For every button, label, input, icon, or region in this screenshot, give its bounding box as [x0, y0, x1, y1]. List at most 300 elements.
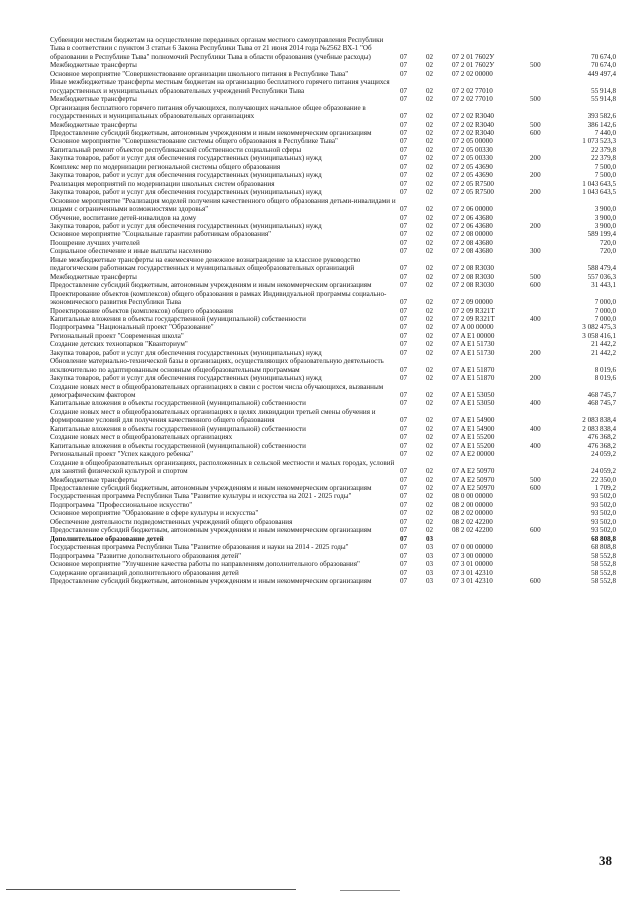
table-row	[50, 383, 625, 400]
row-subsection: 02	[426, 213, 434, 222]
row-name: Основное мероприятие "Социальные гарантии работникам образования"	[50, 230, 272, 239]
row-name: Капитальные вложения в объекты государственной (муниципальной) собственности	[50, 314, 306, 323]
row-amount: 93 502,0	[591, 492, 616, 501]
row-amount: 720,0	[600, 247, 616, 256]
row-target-article: 07 2 09 R321T	[452, 306, 495, 315]
row-subsection: 02	[426, 441, 434, 450]
row-name: Закупка товаров, работ и услуг для обеспечения государственных (муниципальных) нужд	[50, 171, 322, 180]
table-row	[50, 560, 625, 568]
row-target-article: 07 2 05 43690	[452, 171, 493, 180]
row-expense-type: 200	[530, 221, 541, 230]
row-target-article: 07 A E1 55200	[452, 441, 495, 450]
row-name: Социальное обеспечение и иные выплаты населению	[50, 247, 212, 256]
row-amount: 3 900,0	[594, 213, 616, 222]
table-row	[50, 332, 625, 340]
row-section: 07	[400, 543, 408, 552]
row-name: Создание новых мест в общеобразовательных организациях	[50, 433, 233, 442]
row-expense-type: 500	[530, 272, 541, 281]
row-subsection: 02	[426, 230, 434, 239]
row-subsection: 02	[426, 238, 434, 247]
row-section: 07	[400, 230, 408, 239]
table-row	[50, 433, 625, 441]
row-expense-type: 400	[530, 314, 541, 323]
row-subsection: 02	[426, 331, 434, 340]
row-target-article: 07 2 02 R3040	[452, 128, 494, 137]
row-amount: 3 082 475,3	[582, 323, 616, 332]
row-section: 07	[400, 551, 408, 560]
row-section: 07	[400, 424, 408, 433]
row-amount: 58 552,8	[591, 568, 616, 577]
row-section: 07	[400, 306, 408, 315]
row-subsection: 03	[426, 568, 434, 577]
row-amount: 70 674,0	[591, 52, 616, 61]
table-row	[50, 357, 625, 374]
row-amount: 22 379,8	[591, 145, 616, 154]
row-name: Государственная программа Республики Тыва "Развитие культуры и искусства на 2021 - 2025 годы"	[50, 492, 352, 501]
row-amount: 720,0	[600, 238, 616, 247]
row-target-article: 07 A E1 51730	[452, 348, 495, 357]
row-name: Организация бесплатного горячего питания обучающихся, получающих начальное общее образование в государственных и муниципальных образовательных организациях	[50, 103, 366, 121]
row-amount: 55 914,8	[591, 95, 616, 104]
row-name: Проектирование объектов (комплексов) общего образования	[50, 306, 234, 315]
row-section: 07	[400, 281, 408, 290]
row-section: 07	[400, 238, 408, 247]
row-target-article: 07 A E2 50970	[452, 484, 495, 493]
row-target-article: 07 2 06 43680	[452, 213, 493, 222]
row-subsection: 02	[426, 52, 434, 61]
row-amount: 7 440,0	[594, 128, 616, 137]
row-name: Поощрение лучших учителей	[50, 238, 140, 247]
row-name: Подпрограмма "Национальный проект "Образование"	[50, 323, 214, 332]
row-target-article: 07 2 02 R3040	[452, 120, 494, 129]
row-target-article: 07 2 02 00000	[452, 69, 493, 78]
row-expense-type: 300	[530, 247, 541, 256]
row-section: 07	[400, 272, 408, 281]
row-amount: 7 000,0	[594, 314, 616, 323]
table-row	[50, 442, 625, 450]
row-name: Основное мероприятие "Реализация моделей получения качественного общего образования детьми-инвалидами и лицами с ограниченными возможностями здоровья"	[50, 196, 396, 214]
row-name: Иные межбюджетные трансферты на ежемесячное денежное вознаграждение за классное руководство педагогическим работникам государственных и муниципальных общеобразовательных организаций	[50, 255, 361, 273]
row-section: 07	[400, 205, 408, 214]
row-section: 07	[400, 154, 408, 163]
row-amount: 93 502,0	[591, 526, 616, 535]
row-target-article: 07 A E1 51870	[452, 374, 495, 383]
row-subsection: 02	[426, 298, 434, 307]
row-subsection: 02	[426, 433, 434, 442]
row-target-article: 08 2 00 00000	[452, 500, 493, 509]
table-row	[50, 163, 625, 171]
row-name: Предоставление субсидий бюджетным, автономным учреждениям и иным некоммерческим организациям	[50, 526, 372, 535]
row-subsection: 02	[426, 424, 434, 433]
row-expense-type: 200	[530, 171, 541, 180]
row-name: Капитальные вложения в объекты государственной (муниципальной) собственности	[50, 424, 306, 433]
row-name: Реализация мероприятий по модернизации школьных систем образования	[50, 179, 275, 188]
page-number: 38	[599, 853, 612, 868]
row-name: Предоставление субсидий бюджетным, автономным учреждениям и иным некоммерческим организациям	[50, 128, 372, 137]
table-row	[50, 154, 625, 162]
row-amount: 393 582,6	[587, 112, 616, 121]
table-row	[50, 137, 625, 145]
row-section: 07	[400, 560, 408, 569]
row-expense-type: 400	[530, 424, 541, 433]
row-subsection: 02	[426, 112, 434, 121]
row-amount: 588 479,4	[587, 264, 616, 273]
row-target-article: 07 A E1 00000	[452, 331, 495, 340]
row-section: 07	[400, 492, 408, 501]
row-expense-type: 200	[530, 348, 541, 357]
row-subsection: 02	[426, 61, 434, 70]
row-expense-type: 200	[530, 374, 541, 383]
table-row	[50, 239, 625, 247]
row-amount: 3 900,0	[594, 205, 616, 214]
table-row	[50, 399, 625, 407]
row-target-article: 07 A E1 51870	[452, 365, 495, 374]
row-section: 07	[400, 314, 408, 323]
row-subsection: 02	[426, 205, 434, 214]
row-subsection: 02	[426, 484, 434, 493]
table-row	[50, 307, 625, 315]
row-name: Капитальные вложения в объекты государственной (муниципальной) собственности	[50, 441, 306, 450]
row-subsection: 02	[426, 95, 434, 104]
row-expense-type: 600	[530, 526, 541, 535]
row-name: Закупка товаров, работ и услуг для обеспечения государственных (муниципальных) нужд	[50, 348, 322, 357]
row-name: Содержание организаций дополнительного образования детей	[50, 568, 239, 577]
row-name: Капитальный ремонт объектов республиканской собственности социальной сферы	[50, 145, 302, 154]
row-section: 07	[400, 247, 408, 256]
row-subsection: 03	[426, 534, 434, 543]
row-target-article: 07 2 01 7602У	[452, 61, 495, 70]
row-name: Межбюджетные трансферты	[50, 475, 137, 484]
row-amount: 476 368,2	[587, 433, 616, 442]
row-name: Проектирование объектов (комплексов) общего образования в рамках Индивидуальной программы социально-экономического развития Республики Тыва	[50, 289, 387, 307]
row-target-article: 07 2 05 R7500	[452, 188, 494, 197]
row-subsection: 02	[426, 348, 434, 357]
row-section: 07	[400, 577, 408, 585]
table-row	[50, 95, 625, 103]
row-target-article: 07 2 01 7602У	[452, 52, 495, 61]
row-subsection: 02	[426, 179, 434, 188]
row-expense-type: 400	[530, 399, 541, 408]
row-subsection: 02	[426, 526, 434, 535]
row-section: 07	[400, 433, 408, 442]
row-target-article: 07 3 01 00000	[452, 560, 493, 569]
row-target-article: 07 2 02 77010	[452, 86, 493, 95]
row-subsection: 02	[426, 340, 434, 349]
row-name: Межбюджетные трансферты	[50, 95, 137, 104]
row-target-article: 07 2 05 00000	[452, 137, 493, 146]
row-section: 07	[400, 264, 408, 273]
table-row	[50, 129, 625, 137]
row-target-article: 08 0 00 00000	[452, 492, 493, 501]
row-expense-type: 600	[530, 484, 541, 493]
row-expense-type: 600	[530, 281, 541, 290]
table-row	[50, 121, 625, 129]
row-target-article: 07 2 05 43690	[452, 162, 493, 171]
row-target-article: 08 2 02 42200	[452, 517, 493, 526]
row-amount: 3 058 416,1	[582, 331, 616, 340]
row-target-article: 07 2 08 43680	[452, 247, 493, 256]
row-section: 07	[400, 365, 408, 374]
row-target-article: 08 2 02 00000	[452, 509, 493, 518]
row-amount: 1 043 643,5	[582, 188, 616, 197]
row-section: 07	[400, 221, 408, 230]
row-target-article: 07 0 00 00000	[452, 543, 493, 552]
row-target-article: 07 2 06 43680	[452, 221, 493, 230]
row-expense-type: 600	[530, 128, 541, 137]
row-subsection: 02	[426, 365, 434, 374]
row-name: Закупка товаров, работ и услуг для обеспечения государственных (муниципальных) нужд	[50, 374, 322, 383]
budget-table	[50, 36, 625, 585]
row-subsection: 02	[426, 86, 434, 95]
row-name: Создание новых мест в общеобразовательных организациях в связи с ростом числа обучающихся, вызванным демографическим фактором	[50, 382, 384, 400]
row-target-article: 07 2 06 00000	[452, 205, 493, 214]
row-section: 07	[400, 348, 408, 357]
row-subsection: 02	[426, 128, 434, 137]
row-subsection: 02	[426, 399, 434, 408]
row-section: 07	[400, 509, 408, 518]
row-name: Основное мероприятие "Образование в сфере культуры и искусства"	[50, 509, 259, 518]
table-row	[50, 501, 625, 509]
row-name: Основное мероприятие "Улучшение качества работы по направлениям дополнительного образования"	[50, 560, 360, 569]
row-amount: 7 500,0	[594, 162, 616, 171]
row-subsection: 02	[426, 69, 434, 78]
table-row	[50, 171, 625, 179]
row-target-article: 07 2 08 R3030	[452, 264, 494, 273]
row-name: Создание в общеобразовательных организациях, расположенных в сельской местности и малых городах, условий для занятий физической культурой и спортом	[50, 458, 395, 476]
row-amount: 468 745,7	[587, 391, 616, 400]
row-target-article: 07 3 01 42310	[452, 577, 493, 585]
row-target-article: 07 2 05 R7500	[452, 179, 494, 188]
row-target-article: 07 A E1 54900	[452, 416, 495, 425]
row-subsection: 02	[426, 517, 434, 526]
row-amount: 1 709,2	[594, 484, 616, 493]
row-subsection: 02	[426, 391, 434, 400]
row-target-article: 07 3 01 42310	[452, 568, 493, 577]
row-subsection: 02	[426, 145, 434, 154]
table-row	[50, 543, 625, 551]
row-section: 07	[400, 475, 408, 484]
row-section: 07	[400, 526, 408, 535]
row-subsection: 02	[426, 281, 434, 290]
row-subsection: 02	[426, 272, 434, 281]
row-section: 07	[400, 568, 408, 577]
row-target-article: 07 2 05 00330	[452, 154, 493, 163]
row-expense-type: 500	[530, 95, 541, 104]
row-name: Создание новых мест в общеобразовательных организациях в целях ликвидации третьей смены обучения и формирование условий для получения качественного общего образования	[50, 407, 376, 425]
table-row	[50, 425, 625, 433]
row-target-article: 07 2 02 R3040	[452, 112, 494, 121]
row-name: Основное мероприятие "Совершенствование системы общего образования в Республике Тыва"	[50, 137, 338, 146]
row-section: 07	[400, 323, 408, 332]
row-target-article: 07 2 05 00330	[452, 145, 493, 154]
row-expense-type: 500	[530, 475, 541, 484]
row-section: 07	[400, 399, 408, 408]
table-row	[50, 476, 625, 484]
row-amount: 386 142,6	[587, 120, 616, 129]
table-row	[50, 323, 625, 331]
row-subsection: 02	[426, 475, 434, 484]
row-amount: 449 497,4	[587, 69, 616, 78]
row-amount: 7 000,0	[594, 306, 616, 315]
row-section: 07	[400, 179, 408, 188]
row-amount: 8 019,6	[594, 374, 616, 383]
row-section: 07	[400, 171, 408, 180]
row-amount: 1 073 523,3	[582, 137, 616, 146]
row-section: 07	[400, 340, 408, 349]
table-row	[50, 290, 625, 307]
row-subsection: 02	[426, 162, 434, 171]
row-amount: 68 808,8	[591, 543, 616, 552]
scan-artifact-line	[6, 889, 296, 890]
row-section: 07	[400, 467, 408, 476]
table-row	[50, 104, 625, 121]
row-subsection: 02	[426, 221, 434, 230]
row-subsection: 03	[426, 577, 434, 585]
row-target-article: 07 A E2 50970	[452, 475, 495, 484]
row-subsection: 02	[426, 247, 434, 256]
row-target-article: 07 2 08 R3030	[452, 281, 494, 290]
row-expense-type: 600	[530, 577, 541, 585]
row-subsection: 02	[426, 492, 434, 501]
table-row	[50, 459, 625, 476]
row-amount: 93 502,0	[591, 509, 616, 518]
table-row	[50, 492, 625, 500]
row-amount: 68 808,8	[591, 534, 616, 543]
row-subsection: 03	[426, 560, 434, 569]
table-row	[50, 509, 625, 517]
row-amount: 58 552,8	[591, 577, 616, 585]
table-row	[50, 222, 625, 230]
row-subsection: 02	[426, 509, 434, 518]
row-name: Субвенции местным бюджетам на осуществление переданных органам местного самоуправления Республики Тыва в соответствии с пунктом 3 статьи 6 Закона Республики Тыва от 21 июня 2014 года №2562 ВХ-1 "Об образовании в Республике Тыва" полномочий Республики Тыва в области образования (учебные расходы)	[50, 36, 384, 61]
table-row	[50, 315, 625, 323]
table-row	[50, 78, 625, 95]
row-section: 07	[400, 128, 408, 137]
row-amount: 21 442,2	[591, 348, 616, 357]
row-name: Обеспечение деятельности подведомственных учреждений общего образования	[50, 517, 293, 526]
row-target-article: 07 A E1 54900	[452, 424, 495, 433]
row-subsection: 02	[426, 137, 434, 146]
row-target-article: 07 A 00 00000	[452, 323, 494, 332]
row-subsection: 02	[426, 306, 434, 315]
table-row	[50, 230, 625, 238]
row-amount: 21 442,2	[591, 340, 616, 349]
row-subsection: 02	[426, 450, 434, 459]
row-subsection: 02	[426, 323, 434, 332]
row-name: Межбюджетные трансферты	[50, 272, 137, 281]
row-amount: 7 500,0	[594, 171, 616, 180]
row-amount: 93 502,0	[591, 500, 616, 509]
table-row	[50, 408, 625, 425]
row-name: Предоставление субсидий бюджетным, автономным учреждениям и иным некоммерческим организациям	[50, 577, 372, 585]
row-section: 07	[400, 69, 408, 78]
row-amount: 476 368,2	[587, 441, 616, 450]
row-amount: 1 043 643,5	[582, 179, 616, 188]
table-row	[50, 484, 625, 492]
row-name: Закупка товаров, работ и услуг для обеспечения государственных (муниципальных) нужд	[50, 154, 322, 163]
row-target-article: 07 A E2 50970	[452, 467, 495, 476]
row-target-article: 07 2 08 43680	[452, 238, 493, 247]
row-section: 07	[400, 534, 408, 543]
row-name: Государственная программа Республики Тыва "Развитие образования и науки на 2014 - 2025 годы"	[50, 543, 349, 552]
row-name: Комплекс мер по модернизации региональной системы общего образования	[50, 162, 281, 171]
row-name: Дополнительное образование детей	[50, 534, 164, 543]
row-amount: 2 083 838,4	[582, 416, 616, 425]
row-section: 07	[400, 484, 408, 493]
table-row	[50, 340, 625, 348]
row-section: 07	[400, 112, 408, 121]
table-row	[50, 450, 625, 458]
row-name: Обновление материально-технической базы в организациях, осуществляющих образовательную деятельность исключительно по адаптированным основным общеобразовательным программам	[50, 357, 384, 374]
table-row	[50, 526, 625, 534]
table-row	[50, 146, 625, 154]
row-amount: 24 059,2	[591, 450, 616, 459]
row-name: Подпрограмма "Профессиональное искусство"	[50, 500, 193, 509]
row-amount: 58 552,8	[591, 560, 616, 569]
row-subsection: 02	[426, 314, 434, 323]
scan-artifact-line	[340, 890, 400, 891]
row-subsection: 02	[426, 120, 434, 129]
row-target-article: 07 3 00 00000	[452, 551, 493, 560]
row-section: 07	[400, 391, 408, 400]
row-section: 07	[400, 120, 408, 129]
row-name: Капитальные вложения в объекты государственной (муниципальной) собственности	[50, 399, 306, 408]
row-name: Межбюджетные трансферты	[50, 120, 137, 129]
row-expense-type: 400	[530, 441, 541, 450]
row-expense-type: 500	[530, 61, 541, 70]
row-section: 07	[400, 213, 408, 222]
table-row	[50, 281, 625, 289]
row-name: Подпрограмма "Развитие дополнительного образования детей"	[50, 551, 242, 560]
table-row	[50, 273, 625, 281]
table-row	[50, 180, 625, 188]
row-amount: 58 552,8	[591, 551, 616, 560]
row-section: 07	[400, 298, 408, 307]
row-target-article: 08 2 02 42200	[452, 526, 493, 535]
row-target-article: 07 2 02 77010	[452, 95, 493, 104]
table-row	[50, 552, 625, 560]
row-expense-type: 200	[530, 154, 541, 163]
table-row	[50, 374, 625, 382]
row-amount: 31 443,1	[591, 281, 616, 290]
row-section: 07	[400, 95, 408, 104]
row-target-article: 07 2 08 00000	[452, 230, 493, 239]
row-section: 07	[400, 374, 408, 383]
row-amount: 70 674,0	[591, 61, 616, 70]
row-subsection: 02	[426, 154, 434, 163]
row-section: 07	[400, 500, 408, 509]
table-row	[50, 569, 625, 577]
table-row	[50, 70, 625, 78]
row-amount: 22 379,8	[591, 154, 616, 163]
row-name: Региональный проект "Успех каждого ребенка"	[50, 450, 194, 459]
row-section: 07	[400, 517, 408, 526]
row-subsection: 02	[426, 500, 434, 509]
row-section: 07	[400, 52, 408, 61]
row-name: Предоставление субсидий бюджетным, автономным учреждениям и иным некоммерческим организациям	[50, 484, 372, 493]
row-subsection: 02	[426, 467, 434, 476]
row-amount: 22 350,0	[591, 475, 616, 484]
row-amount: 7 000,0	[594, 298, 616, 307]
row-target-article: 07 A E2 00000	[452, 450, 495, 459]
row-amount: 557 036,3	[587, 272, 616, 281]
row-name: Создание детских технопарков "Кванториум"	[50, 340, 188, 349]
table-row	[50, 256, 625, 273]
row-section: 07	[400, 450, 408, 459]
row-subsection: 03	[426, 543, 434, 552]
row-subsection: 02	[426, 416, 434, 425]
row-amount: 24 059,2	[591, 467, 616, 476]
